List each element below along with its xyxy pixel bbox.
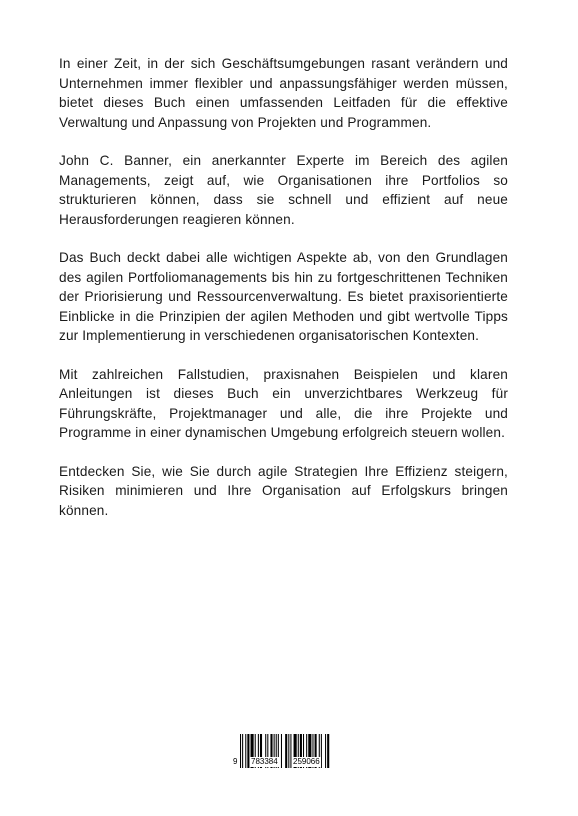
barcode-group-right: 259066 (293, 757, 320, 766)
blurb-paragraph: Mit zahlreichen Fallstudien, praxisnahen Beispielen und klaren Anleitungen ist dieses Buch ein unverzichtbares Werkzeug für Führungskräfte, Projektmanager und alle, die ihre Projekte und Programme in einer dynamischen Umgebung erfolgreich steuern wollen. (59, 366, 508, 440)
barcode-digit-first: 9 (233, 757, 238, 766)
blurb-text (59, 54, 508, 539)
blurb-paragraph: Entdecken Sie, wie Sie durch agile Strategien Ihre Effizienz steigern, Risiken minimieren und Ihre Organisation auf Erfolgskurs bringen können. (59, 463, 508, 518)
barcode-group-left: 783384 (251, 757, 278, 766)
blurb-paragraph: In einer Zeit, in der sich Geschäftsumgebungen rasant verändern und Unternehmen immer flexibler und anpassungsfähiger werden müssen, bietet dieses Buch einen umfassenden Leitfaden für die effektive Verwaltung und Anpassung von Projekten und Programmen. (59, 56, 508, 130)
blurb-paragraph: John C. Banner, ein anerkannter Experte im Bereich des agilen Managements, zeigt auf, wie Organisationen ihre Portfolios so strukturieren können, dass sie schnell und effizient auf neue Herausforderungen reagieren können. (59, 153, 508, 227)
blurb-paragraph: Das Buch deckt dabei alle wichtigen Aspekte ab, von den Grundlagen des agilen Portfoliomanagements bis hin zu fortgeschrittenen Techniken der Priorisierung und Ressourcenverwaltung. Es bietet praxisorientierte Einblicke in die Prinzipien der agilen Methoden und gibt wertvolle Tipps zur Implementierung in verschiedenen organisatorischen Kontexten. (59, 250, 508, 343)
barcode-numbers (230, 757, 342, 769)
